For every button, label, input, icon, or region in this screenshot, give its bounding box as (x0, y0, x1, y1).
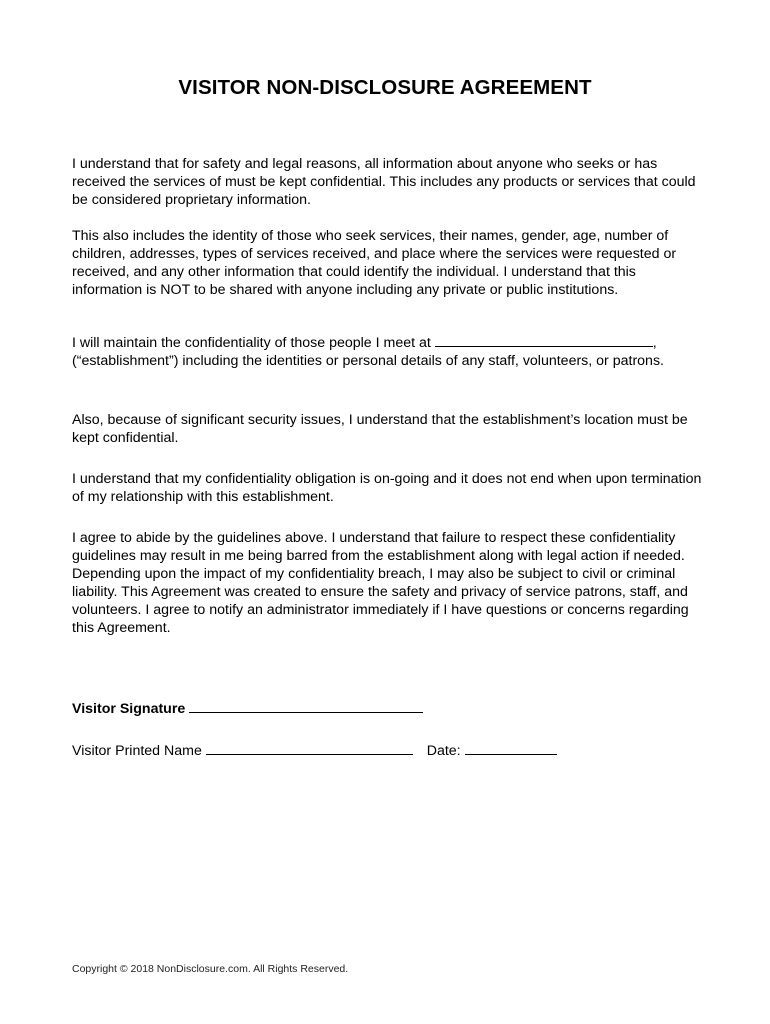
paragraph-identity: This also includes the identity of those who seek services, their names, gender, age, number of children, addresses, types of services received, and place where the services were requested or received, and any other information that could identify the individual. I understand that this information is NOT to be shared with anyone including any private or public institutions. (72, 228, 677, 298)
paragraph-confidentiality: I understand that for safety and legal reasons, all information about anyone who seeks or has received the services of must be kept confidential. This includes any products or services that could be considered proprietary information. (72, 156, 696, 208)
visitor-printed-name-row (72, 742, 557, 760)
paragraph-location: Also, because of significant security issues, I understand that the establishment’s location must be kept confidential. (72, 412, 688, 446)
establishment-text-after: , (“establishment”) including the identities or personal details of any staff, volunteers, or patrons. (72, 335, 664, 369)
visitor-signature-label: Visitor Signature (72, 701, 186, 717)
visitor-signature-field[interactable] (189, 700, 423, 713)
establishment-name-field[interactable] (435, 334, 653, 347)
copyright-notice: Copyright © 2018 NonDisclosure.com. All Rights Reserved. (72, 963, 349, 975)
date-field[interactable] (465, 742, 557, 755)
visitor-printed-name-label: Visitor Printed Name (72, 743, 202, 759)
paragraph-guidelines: I agree to abide by the guidelines above. I understand that failure to respect these confidentiality guidelines may result in me being barred from the establishment along with legal action if needed. Depending upon the impact of my confidentiality breach, I may also be subject to civil or criminal liability. This Agreement was created to ensure the safety and privacy of service patrons, staff, and volunteers. I agree to notify an administrator immediately if I have questions or concerns regarding this Agreement. (72, 530, 689, 636)
date-label: Date: (426, 743, 461, 759)
paragraph-obligation: I understand that my confidentiality obligation is on-going and it does not end when upon termination of my relationship with this establishment. (72, 471, 702, 505)
establishment-text-before: I will maintain the confidentiality of those people I meet at (72, 335, 431, 351)
visitor-printed-name-field[interactable] (206, 742, 413, 755)
visitor-signature-row (72, 700, 423, 718)
page-title: VISITOR NON-DISCLOSURE AGREEMENT (178, 76, 592, 99)
paragraph-establishment (72, 334, 702, 370)
